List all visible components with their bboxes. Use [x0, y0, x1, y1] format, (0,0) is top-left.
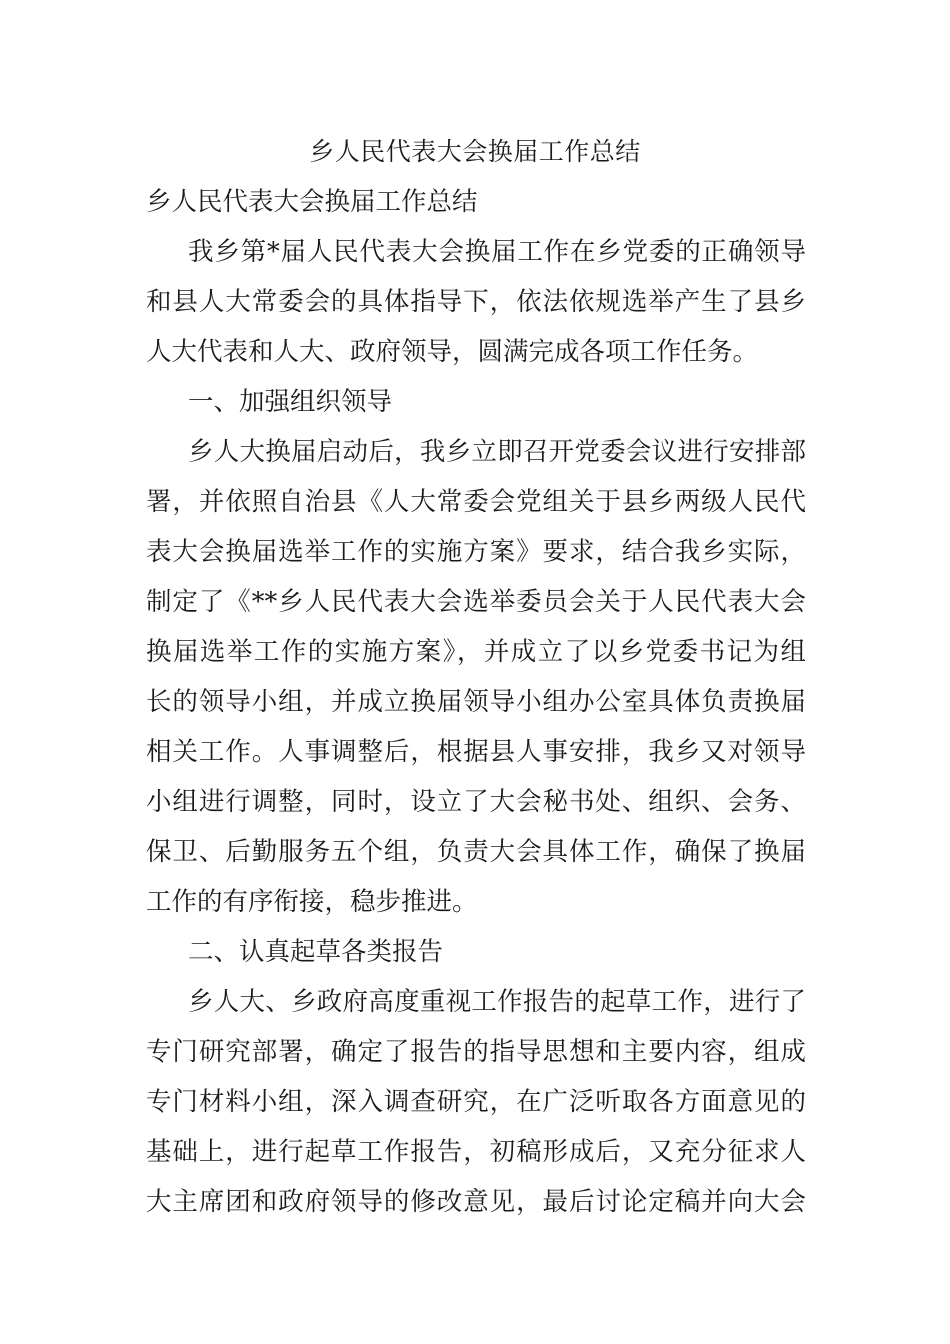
paragraph-line: 乡人大换届启动后，我乡立即召开党委会议进行安排部 [188, 437, 806, 467]
paragraph-line: 换届选举工作的实施方案》，并成立了以乡党委书记为组 [146, 637, 806, 667]
paragraph-line: 乡人大、乡政府高度重视工作报告的起草工作，进行了 [188, 987, 806, 1017]
paragraph-line: 专门材料小组，深入调查研究，在广泛听取各方面意见的 [146, 1087, 806, 1117]
paragraph-line: 人大代表和人大、政府领导，圆满完成各项工作任务。 [146, 337, 759, 367]
paragraph-line: 小组进行调整，同时，设立了大会秘书处、组织、会务、 [146, 787, 806, 817]
paragraph-line: 署，并依照自治县《人大常委会党组关于县乡两级人民代 [146, 487, 806, 517]
paragraph-line: 表大会换届选举工作的实施方案》要求，结合我乡实际， [146, 537, 806, 567]
paragraph-line: 工作的有序衔接，稳步推进。 [146, 887, 478, 917]
document-title: 乡人民代表大会换届工作总结 [309, 137, 641, 166]
paragraph-line: 专门研究部署，确定了报告的指导思想和主要内容，组成 [146, 1037, 806, 1067]
paragraph-line: 相关工作。人事调整后，根据县人事安排，我乡又对领导 [146, 737, 806, 767]
paragraph-line: 制定了《**乡人民代表大会选举委员会关于人民代表大会 [146, 587, 806, 617]
section-heading: 一、加强组织领导 [188, 387, 393, 417]
paragraph-line: 我乡第*届人民代表大会换届工作在乡党委的正确领导 [188, 237, 806, 267]
subtitle-line: 乡人民代表大会换届工作总结 [146, 187, 478, 217]
paragraph-line: 和县人大常委会的具体指导下，依法依规选举产生了县乡 [146, 287, 806, 317]
section-heading: 二、认真起草各类报告 [188, 937, 444, 967]
paragraph-line: 大主席团和政府领导的修改意见，最后讨论定稿并向大会 [146, 1187, 806, 1217]
paragraph-line: 长的领导小组，并成立换届领导小组办公室具体负责换届 [146, 687, 806, 717]
paragraph-line: 保卫、后勤服务五个组，负责大会具体工作，确保了换届 [146, 837, 806, 867]
paragraph-line: 基础上，进行起草工作报告，初稿形成后，又充分征求人 [146, 1137, 806, 1167]
